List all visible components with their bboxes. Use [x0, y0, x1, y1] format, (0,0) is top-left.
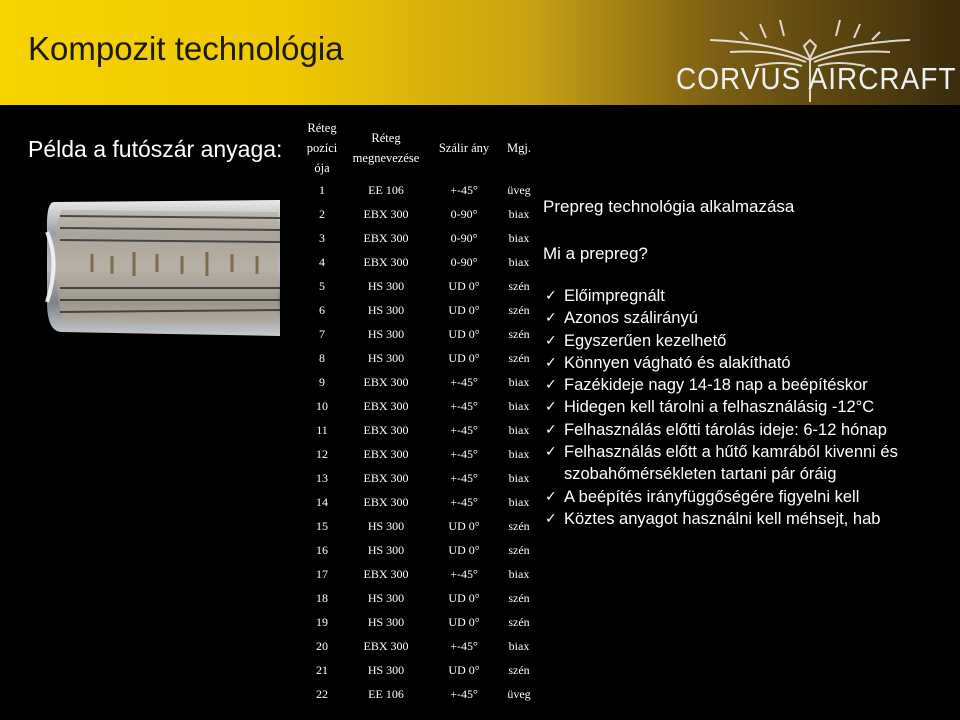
column-header: Mgj.	[507, 141, 531, 155]
table-cell: szén	[508, 350, 530, 365]
table-cell: +-45°	[450, 446, 478, 461]
table-cell: UD 0°	[448, 278, 480, 293]
table-cell: 17	[316, 566, 328, 581]
table-cell: biax	[508, 446, 530, 461]
table-cell: EBX 300	[363, 422, 409, 437]
table-cell: üveg	[507, 686, 531, 701]
table-cell: 0-90°	[450, 206, 478, 221]
table-row	[300, 490, 538, 514]
table-row	[300, 658, 538, 682]
table-cell: biax	[508, 422, 530, 437]
table-cell: biax	[508, 494, 530, 509]
table-cell: +-45°	[450, 470, 478, 485]
table-cell: biax	[508, 374, 530, 389]
table-cell: EE 106	[368, 182, 404, 197]
table-cell: szén	[508, 590, 530, 605]
checklist-item-text: Azonos szálirányú	[564, 309, 698, 328]
table-cell: 20	[316, 638, 328, 653]
checkmark-icon: ✓	[545, 354, 557, 371]
table-cell: biax	[508, 638, 530, 653]
checkmark-icon: ✓	[545, 488, 557, 505]
table-cell: 13	[316, 470, 328, 485]
table-cell: 15	[316, 518, 328, 533]
checklist-item	[545, 441, 955, 486]
checklist-item-text: Előimpregnált	[564, 287, 665, 305]
table-cell: EBX 300	[363, 446, 409, 461]
landing-gear-cross-section-photo-icon	[42, 192, 287, 339]
table-cell: 10	[316, 398, 328, 413]
table-row	[300, 538, 538, 562]
checkmark-icon: ✓	[545, 399, 557, 416]
column-header: Szálir ány	[438, 141, 490, 155]
table-row	[300, 322, 538, 346]
checklist-item	[545, 285, 955, 307]
checklist-item-text: Köztes anyagot használni kell méhsejt, hab	[564, 509, 881, 528]
table-cell: 12	[316, 446, 328, 461]
table-row	[300, 202, 538, 226]
table-cell: EBX 300	[363, 230, 409, 245]
table-cell: 16	[316, 542, 328, 557]
table-cell: +-45°	[450, 398, 478, 413]
checkmark-icon: ✓	[545, 332, 557, 349]
table-cell: biax	[508, 230, 530, 245]
header-bar	[0, 0, 960, 105]
table-cell: EBX 300	[363, 566, 409, 581]
table-cell: 0-90°	[450, 230, 478, 245]
table-cell: szén	[508, 278, 530, 293]
checkmark-icon: ✓	[545, 310, 557, 327]
table-cell: UD 0°	[448, 302, 480, 317]
checkmark-icon: ✓	[545, 444, 557, 461]
checklist-item	[545, 374, 955, 396]
table-cell: HS 300	[367, 662, 405, 677]
table-row	[300, 178, 538, 202]
checkmark-icon: ✓	[545, 510, 557, 527]
table-cell: 14	[316, 494, 328, 509]
table-cell: UD 0°	[448, 350, 480, 365]
table-cell: biax	[508, 470, 530, 485]
table-cell: biax	[508, 206, 530, 221]
table-row	[300, 562, 538, 586]
table-row	[300, 586, 538, 610]
table-cell: 6	[319, 302, 325, 317]
table-cell: +-45°	[450, 494, 478, 509]
checklist-item	[545, 330, 955, 352]
table-cell: szén	[508, 326, 530, 341]
table-cell: UD 0°	[448, 326, 480, 341]
table-cell: HS 300	[367, 542, 405, 557]
checklist-item-text: A beépítés irányfüggőségére figyelni kell	[564, 487, 860, 506]
table-row	[300, 418, 538, 442]
table-cell: EBX 300	[363, 374, 409, 389]
table-cell: UD 0°	[448, 542, 480, 557]
table-cell: HS 300	[367, 350, 405, 365]
table-cell: UD 0°	[448, 614, 480, 629]
checklist-item	[545, 508, 955, 530]
checklist-item-text: Hidegen kell tárolni a felhasználásig -12°C	[564, 398, 875, 417]
table-row	[300, 682, 538, 706]
table-row	[300, 298, 538, 322]
table-cell: 2	[319, 206, 325, 221]
checklist-item-text: Könnyen vágható és alakítható	[564, 353, 791, 372]
table-row	[300, 442, 538, 466]
table-cell: szén	[508, 614, 530, 629]
table-cell: EBX 300	[363, 206, 409, 221]
table-cell: biax	[508, 254, 530, 269]
table-cell: biax	[508, 398, 530, 413]
table-cell: szén	[508, 662, 530, 677]
table-row	[300, 634, 538, 658]
table-row	[300, 370, 538, 394]
table-cell: +-45°	[450, 566, 478, 581]
table-cell: UD 0°	[448, 662, 480, 677]
table-cell: szén	[508, 302, 530, 317]
page-title: Kompozit technológia	[28, 30, 344, 67]
table-cell: +-45°	[450, 686, 478, 701]
table-header-row	[300, 118, 538, 178]
checkmark-icon: ✓	[545, 377, 557, 394]
table-cell: szén	[508, 542, 530, 557]
table-cell: EBX 300	[363, 470, 409, 485]
table-cell: 1	[319, 182, 325, 197]
table-cell: szén	[508, 518, 530, 533]
table-row	[300, 250, 538, 274]
table-cell: UD 0°	[448, 590, 480, 605]
table-cell: EBX 300	[363, 494, 409, 509]
section-heading: Prepreg technológia alkalmazása	[543, 197, 795, 216]
checklist-item	[545, 419, 955, 441]
checklist	[545, 285, 955, 530]
table-cell: 7	[319, 326, 325, 341]
table-cell: HS 300	[367, 278, 405, 293]
table-cell: 18	[316, 590, 328, 605]
table-row	[300, 610, 538, 634]
table-cell: 9	[319, 374, 325, 389]
checklist-item	[545, 486, 955, 508]
table-cell: 8	[319, 350, 325, 365]
layer-table	[300, 118, 538, 706]
table-cell: +-45°	[450, 374, 478, 389]
table-cell: 0-90°	[450, 254, 478, 269]
table-cell: 19	[316, 614, 328, 629]
table-cell: biax	[508, 566, 530, 581]
table-cell: 11	[316, 422, 328, 437]
table-row	[300, 514, 538, 538]
section-subtitle: Példa a futószár anyaga:	[28, 136, 283, 162]
column-header: Réteg pozíci ója	[306, 121, 338, 175]
checklist-item-text: Felhasználás előtti tárolás ideje: 6-12 hónap	[564, 420, 887, 439]
table-cell: +-45°	[450, 638, 478, 653]
table-cell: HS 300	[367, 518, 405, 533]
checklist-item-text: Felhasználás előtt a hűtő kamrából kivenni és szobahőmérsékleten tartani pár óráig	[564, 443, 898, 484]
table-cell: EBX 300	[363, 398, 409, 413]
table-row	[300, 466, 538, 490]
table-row	[300, 274, 538, 298]
table-cell: HS 300	[367, 326, 405, 341]
table-cell: EE 106	[368, 686, 404, 701]
table-cell: 4	[319, 254, 325, 269]
checklist-item	[545, 307, 955, 329]
table-cell: 3	[319, 230, 325, 245]
table-row	[300, 394, 538, 418]
logo-text: CORVUS AIRCRAFT	[676, 61, 957, 96]
table-cell: HS 300	[367, 614, 405, 629]
checklist-item-text: Fazékideje nagy 14-18 nap a beépítéskor	[564, 376, 868, 395]
table-cell: EBX 300	[363, 638, 409, 653]
table-cell: 22	[316, 686, 328, 701]
checkmark-icon: ✓	[545, 421, 557, 438]
table-cell: +-45°	[450, 422, 478, 437]
checklist-item	[545, 396, 955, 418]
table-cell: 21	[316, 662, 328, 677]
table-cell: EBX 300	[363, 254, 409, 269]
table-row	[300, 346, 538, 370]
checklist-item	[545, 352, 955, 374]
checklist-item-text: Egyszerűen kezelhető	[564, 331, 727, 350]
table-cell: 5	[319, 278, 325, 293]
table-cell: +-45°	[450, 182, 478, 197]
table-cell: UD 0°	[448, 518, 480, 533]
table-cell: HS 300	[367, 590, 405, 605]
checkmark-icon: ✓	[545, 288, 557, 304]
table-cell: HS 300	[367, 302, 405, 317]
table-cell: üveg	[507, 182, 531, 197]
table-row	[300, 226, 538, 250]
question-text: Mi a prepreg?	[543, 244, 648, 263]
column-header: Réteg megnevezése	[352, 131, 420, 165]
